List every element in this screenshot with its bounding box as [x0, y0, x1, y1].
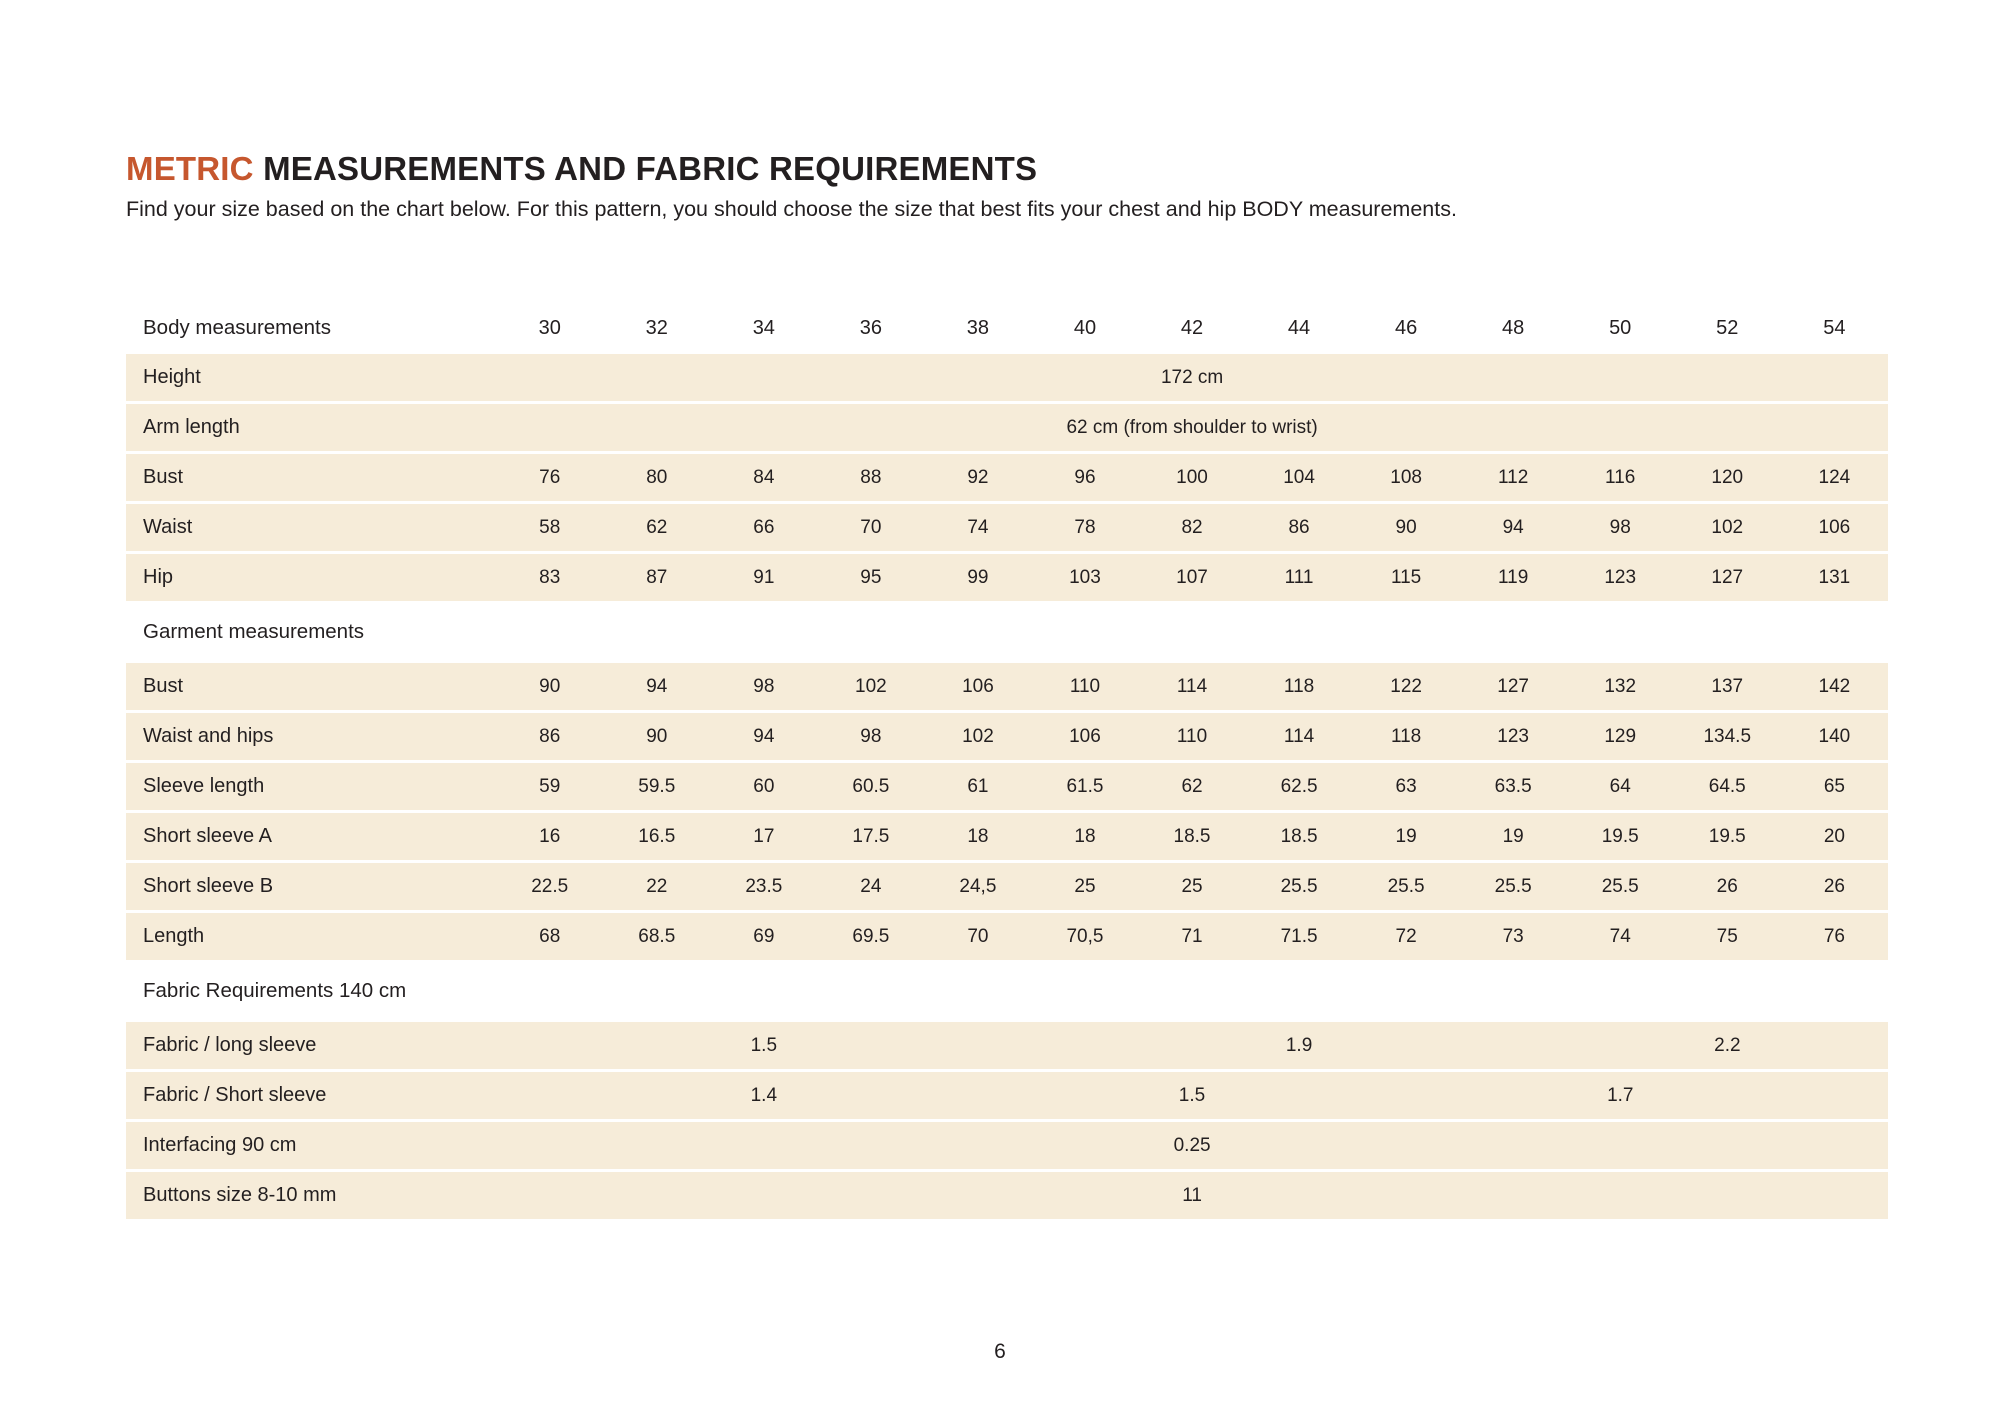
body-measure-cell: 58: [496, 504, 603, 551]
body-measure-cell: 90: [1353, 504, 1460, 551]
table-row: [126, 454, 1888, 501]
garment-measure-cell: 19: [1353, 813, 1460, 860]
body-measure-cell: 66: [710, 504, 817, 551]
garment-measure-cell: 16.5: [603, 813, 710, 860]
table-row: [126, 1172, 1888, 1219]
garment-measure-cell: 19.5: [1567, 813, 1674, 860]
garment-measure-cell: 137: [1674, 663, 1781, 710]
fabric-requirement-group-2: 1.9: [1031, 1022, 1566, 1069]
body-measure-cell: 80: [603, 454, 710, 501]
fabric-requirement-group-1: 11: [496, 1172, 1888, 1219]
size-header-54: 54: [1823, 316, 1846, 339]
garment-measure-cell: 62: [1138, 763, 1245, 810]
garment-measure-cell: 18.5: [1138, 813, 1245, 860]
fabric-requirement-group-2: 1.5: [1031, 1072, 1352, 1119]
body-measure-label: Hip: [126, 554, 496, 601]
garment-measure-cell: 75: [1674, 913, 1781, 960]
body-measure-cell: 112: [1460, 454, 1567, 501]
garment-measure-cell: 68: [496, 913, 603, 960]
size-header-46: 46: [1394, 316, 1418, 339]
body-measure-cell: 108: [1353, 454, 1460, 501]
page-subtitle: Find your size based on the chart below. For this pattern, you should choose the size that best fits your chest and hip BODY measurements.: [126, 196, 1457, 221]
garment-measure-cell: 20: [1781, 813, 1888, 860]
garment-measure-cell: 98: [817, 713, 924, 760]
body-measure-cell: 84: [710, 454, 817, 501]
garment-measure-cell: 16: [496, 813, 603, 860]
table-header-label: Body measurements: [143, 316, 332, 340]
garment-measure-label: Waist and hips: [126, 713, 496, 760]
body-measure-cell: 78: [1031, 504, 1138, 551]
body-measure-label: Height: [126, 354, 496, 401]
garment-measure-cell: 17.5: [817, 813, 924, 860]
garment-measure-cell: 71.5: [1246, 913, 1353, 960]
body-measure-cell: 106: [1781, 504, 1888, 551]
garment-measure-cell: 68.5: [603, 913, 710, 960]
garment-measure-cell: 61.5: [1031, 763, 1138, 810]
garment-measure-label: Length: [126, 913, 496, 960]
body-measure-cell: 124: [1781, 454, 1888, 501]
garment-measure-cell: 64.5: [1674, 763, 1781, 810]
garment-measure-label: Bust: [126, 663, 496, 710]
table-row: [126, 404, 1888, 451]
garment-measure-cell: 110: [1138, 713, 1245, 760]
table-section-row: [126, 963, 1888, 1019]
garment-measure-cell: 25: [1138, 863, 1245, 910]
garment-measure-cell: 19: [1460, 813, 1567, 860]
fabric-requirement-label: Interfacing 90 cm: [126, 1122, 496, 1169]
body-measure-value: 172 cm: [496, 354, 1888, 401]
table-row: [126, 763, 1888, 810]
garment-measure-cell: 25: [1031, 863, 1138, 910]
body-measure-cell: 86: [1246, 504, 1353, 551]
size-header-42: 42: [1180, 316, 1204, 339]
garment-measure-label: Sleeve length: [126, 763, 496, 810]
size-header-48: 48: [1502, 316, 1525, 339]
garment-measure-cell: 118: [1246, 663, 1353, 710]
garment-measure-cell: 23.5: [710, 863, 817, 910]
body-measure-cell: 99: [924, 554, 1031, 601]
page-title-accent: METRIC: [126, 150, 254, 187]
garment-measure-cell: 110: [1031, 663, 1138, 710]
table-row: [126, 1072, 1888, 1119]
garment-measure-cell: 122: [1353, 663, 1460, 710]
garment-measure-cell: 60.5: [817, 763, 924, 810]
garment-measure-cell: 18: [1031, 813, 1138, 860]
body-measure-cell: 104: [1246, 454, 1353, 501]
garment-measure-cell: 70,5: [1031, 913, 1138, 960]
body-measure-cell: 100: [1138, 454, 1245, 501]
garment-measure-cell: 61: [924, 763, 1031, 810]
garment-measure-cell: 90: [496, 663, 603, 710]
measurements-table: [126, 302, 1888, 1222]
fabric-requirement-label: Buttons size 8-10 mm: [126, 1172, 496, 1219]
garment-measure-cell: 59.5: [603, 763, 710, 810]
table-row: [126, 863, 1888, 910]
garment-measure-cell: 26: [1781, 863, 1888, 910]
fabric-requirement-label: Fabric / long sleeve: [126, 1022, 496, 1069]
body-measure-cell: 76: [496, 454, 603, 501]
body-measure-cell: 74: [924, 504, 1031, 551]
body-measure-cell: 103: [1031, 554, 1138, 601]
garment-measure-cell: 24,5: [924, 863, 1031, 910]
garment-measure-cell: 63: [1353, 763, 1460, 810]
garment-measure-cell: 74: [1567, 913, 1674, 960]
garment-measure-cell: 86: [496, 713, 603, 760]
body-measure-cell: 115: [1353, 554, 1460, 601]
fabric-requirement-group-1: 1.5: [496, 1022, 1031, 1069]
table-row: [126, 504, 1888, 551]
garment-measure-cell: 25.5: [1353, 863, 1460, 910]
garment-measure-cell: 18: [924, 813, 1031, 860]
size-header-32: 32: [645, 316, 668, 339]
fabric-requirement-group-1: 1.4: [496, 1072, 1031, 1119]
garment-measure-cell: 140: [1781, 713, 1888, 760]
body-measure-cell: 83: [496, 554, 603, 601]
garment-measure-cell: 127: [1460, 663, 1567, 710]
garment-measure-cell: 19.5: [1674, 813, 1781, 860]
page-title: [126, 150, 1896, 188]
garment-measure-cell: 76: [1781, 913, 1888, 960]
body-measure-cell: 95: [817, 554, 924, 601]
table-row: [126, 913, 1888, 960]
garment-measure-cell: 62.5: [1246, 763, 1353, 810]
body-measure-cell: 123: [1567, 554, 1674, 601]
table-header-row: [126, 305, 1888, 351]
body-measure-cell: 91: [710, 554, 817, 601]
body-measure-cell: 127: [1674, 554, 1781, 601]
body-measure-cell: 111: [1246, 554, 1353, 601]
table-row: [126, 354, 1888, 401]
garment-measure-cell: 71: [1138, 913, 1245, 960]
garment-measure-cell: 94: [603, 663, 710, 710]
garment-measure-cell: 18.5: [1246, 813, 1353, 860]
size-header-30: 30: [538, 316, 561, 339]
garment-measure-cell: 69: [710, 913, 817, 960]
body-measure-cell: 116: [1567, 454, 1674, 501]
garment-measure-cell: 59: [496, 763, 603, 810]
table-row: [126, 1122, 1888, 1169]
size-header-52: 52: [1716, 316, 1739, 339]
page-number: 6: [994, 1340, 1006, 1363]
body-measure-cell: 88: [817, 454, 924, 501]
garment-measure-cell: 26: [1674, 863, 1781, 910]
fabric-requirement-group-1: 0.25: [496, 1122, 1888, 1169]
page-title-rest: MEASUREMENTS AND FABRIC REQUIREMENTS: [253, 150, 1038, 187]
table-row: [126, 1022, 1888, 1069]
garment-measure-cell: 64: [1567, 763, 1674, 810]
garment-measure-cell: 65: [1781, 763, 1888, 810]
body-measure-cell: 94: [1460, 504, 1567, 551]
size-header-50: 50: [1609, 316, 1632, 339]
garment-measure-label: Short sleeve A: [126, 813, 496, 860]
body-measure-cell: 119: [1460, 554, 1567, 601]
garment-measure-cell: 118: [1353, 713, 1460, 760]
body-measure-cell: 107: [1138, 554, 1245, 601]
garment-measure-cell: 129: [1567, 713, 1674, 760]
table-row: [126, 713, 1888, 760]
body-measure-label: Bust: [126, 454, 496, 501]
body-measure-cell: 62: [603, 504, 710, 551]
table-row: [126, 813, 1888, 860]
garment-measure-cell: 22.5: [496, 863, 603, 910]
table-row: [126, 554, 1888, 601]
body-measure-label: Waist: [126, 504, 496, 551]
fabric-requirement-label: Fabric / Short sleeve: [126, 1072, 496, 1119]
garment-measure-cell: 25.5: [1460, 863, 1567, 910]
garment-measure-cell: 98: [710, 663, 817, 710]
garment-measure-cell: 106: [924, 663, 1031, 710]
garment-section-label: Garment measurements: [143, 620, 365, 644]
size-header-36: 36: [859, 316, 882, 339]
body-measure-cell: 96: [1031, 454, 1138, 501]
fabric-requirement-group-3: 2.2: [1567, 1022, 1888, 1069]
body-measure-cell: 120: [1674, 454, 1781, 501]
garment-measure-cell: 123: [1460, 713, 1567, 760]
garment-measure-cell: 94: [710, 713, 817, 760]
garment-measure-cell: 132: [1567, 663, 1674, 710]
garment-measure-cell: 25.5: [1246, 863, 1353, 910]
body-measure-cell: 70: [817, 504, 924, 551]
garment-measure-cell: 114: [1246, 713, 1353, 760]
body-measure-cell: 131: [1781, 554, 1888, 601]
garment-measure-cell: 142: [1781, 663, 1888, 710]
page-content: [126, 150, 1896, 1222]
body-measure-cell: 98: [1567, 504, 1674, 551]
table-row: [126, 663, 1888, 710]
garment-measure-cell: 90: [603, 713, 710, 760]
body-measure-value: 62 cm (from shoulder to wrist): [496, 404, 1888, 451]
garment-measure-cell: 106: [1031, 713, 1138, 760]
fabric-section-label: Fabric Requirements 140 cm: [143, 979, 407, 1003]
measurements-table-wrapper: [126, 302, 1896, 1222]
garment-measure-cell: 134.5: [1674, 713, 1781, 760]
garment-measure-cell: 60: [710, 763, 817, 810]
garment-measure-cell: 24: [817, 863, 924, 910]
garment-measure-cell: 69.5: [817, 913, 924, 960]
garment-measure-cell: 73: [1460, 913, 1567, 960]
garment-measure-cell: 102: [817, 663, 924, 710]
body-measure-label: Arm length: [126, 404, 496, 451]
size-header-44: 44: [1287, 316, 1311, 339]
garment-measure-cell: 102: [924, 713, 1031, 760]
garment-measure-label: Short sleeve B: [126, 863, 496, 910]
body-measure-cell: 82: [1138, 504, 1245, 551]
garment-measure-cell: 25.5: [1567, 863, 1674, 910]
garment-measure-cell: 22: [603, 863, 710, 910]
garment-measure-cell: 72: [1353, 913, 1460, 960]
size-header-38: 38: [966, 316, 990, 339]
garment-measure-cell: 63.5: [1460, 763, 1567, 810]
body-measure-cell: 92: [924, 454, 1031, 501]
garment-measure-cell: 17: [710, 813, 817, 860]
table-section-row: [126, 604, 1888, 660]
fabric-requirement-group-3: 1.7: [1353, 1072, 1888, 1119]
size-header-34: 34: [752, 316, 775, 339]
garment-measure-cell: 114: [1138, 663, 1245, 710]
body-measure-cell: 87: [603, 554, 710, 601]
size-header-40: 40: [1073, 316, 1097, 339]
garment-measure-cell: 70: [924, 913, 1031, 960]
body-measure-cell: 102: [1674, 504, 1781, 551]
measurements-table-body: [126, 305, 1888, 1219]
